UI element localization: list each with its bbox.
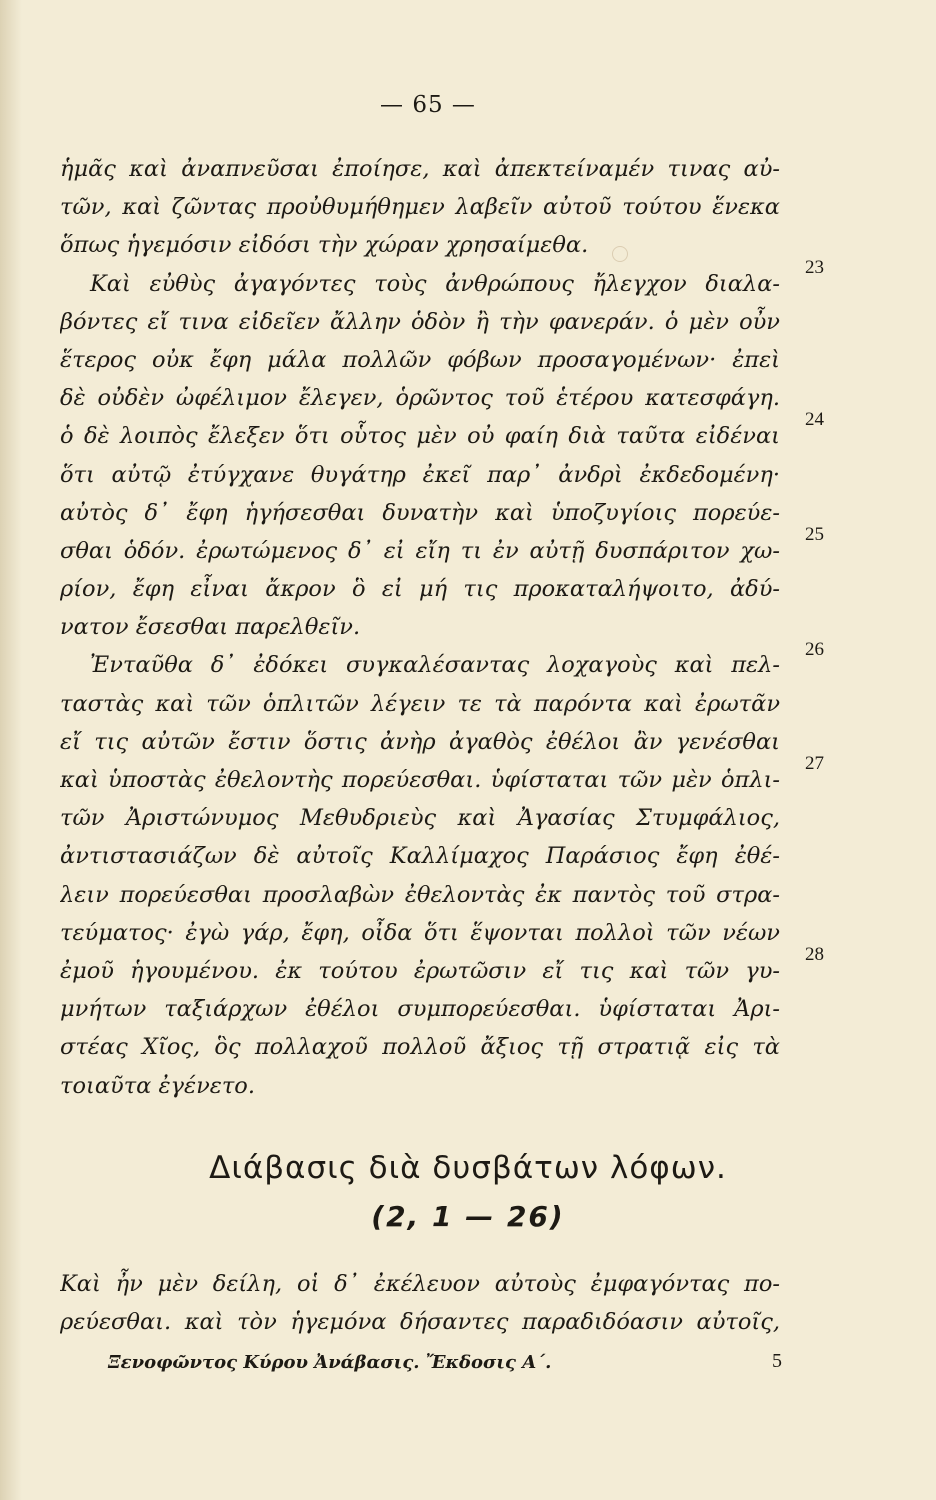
footer-title: Ξενοφῶντος Κύρου Ἀνάβασις. Ἔκδοσις Α΄. <box>108 1352 552 1373</box>
text-line: ὅτι αὐτῷ ἐτύγχανε θυγάτηρ ἐκεῖ παρ᾽ ἀνδρὶ ἐκδεδομένη· <box>60 461 780 488</box>
section-heading: Διάβασις διὰ δυσβάτων λόφων. <box>209 1150 727 1186</box>
section-number: 26 <box>805 638 824 660</box>
text-line: μνήτων ταξιάρχων ἐθέλοι συμπορεύεσθαι. ὑφίσταται Ἀρι- <box>60 996 780 1023</box>
text-line: βόντες εἴ τινα εἰδεῖεν ἄλλην ὁδὸν ἢ τὴν φανεράν. ὁ μὲν οὖν <box>60 308 780 335</box>
body-text <box>60 150 780 1105</box>
text-line: νατον ἔσεσθαι παρελθεῖν. <box>60 614 361 641</box>
text-line: τῶν, καὶ ζῶντας προὐθυμήθημεν λαβεῖν αὐτοῦ τούτου ἕνεκα <box>60 194 780 221</box>
text-line: ὅπως ἡγεμόσιν εἰδόσι τὴν χώραν χρησαίμεθα. <box>60 232 589 259</box>
text-line: τοιαῦτα ἐγένετο. <box>60 1072 255 1099</box>
text-line: ἀντιστασιάζων δὲ αὐτοῖς Καλλίμαχος Παράσιος ἔφη ἐθέ- <box>60 843 780 870</box>
text-line: ὁ δὲ λοιπὸς ἔλεξεν ὅτι οὗτος μὲν οὐ φαίη διὰ ταῦτα εἰδέναι <box>60 423 780 450</box>
page-edge <box>0 0 22 1500</box>
text-line: εἴ τις αὐτῶν ἔστιν ὅστις ἀνὴρ ἀγαθὸς ἐθέλοι ἂν γενέσθαι <box>60 728 780 755</box>
text-line: Καὶ εὐθὺς ἀγαγόντες τοὺς ἀνθρώπους ἤλεγχον διαλα- <box>90 270 780 297</box>
section-number: 25 <box>805 524 824 545</box>
text-line: ταστὰς καὶ τῶν ὁπλιτῶν λέγειν τε τὰ παρόντα καὶ ἐρωτᾶν <box>60 690 780 717</box>
section-number: 27 <box>805 753 824 775</box>
text-line: σθαι ὁδόν. ἐρωτώμενος δ᾽ εἰ εἴη τι ἐν αὐτῇ δυσπάριτον χω- <box>60 537 780 564</box>
text-line: ρεύεσθαι. καὶ τὸν ἡγεμόνα δήσαντες παραδιδόασιν αὐτοῖς, <box>60 1309 780 1336</box>
text-line: καὶ ὑποστὰς ἐθελοντὴς πορεύεσθαι. ὑφίσταται τῶν μὲν ὁπλι- <box>60 767 780 793</box>
text-line: τῶν Ἀριστώνυμος Μεθυδριεὺς καὶ Ἀγασίας Στυμφάλιος, <box>60 805 780 832</box>
text-line: ἐμοῦ ἡγουμένου. ἐκ τούτου ἐρωτῶσιν εἴ τις καὶ τῶν γυ- <box>60 957 780 984</box>
text-line: δὲ οὐδὲν ὠφέλιμον ἔλεγεν, ὁρῶντος τοῦ ἑτέρου κατεσφάγη. <box>60 385 780 412</box>
page-number: — 65 — <box>380 92 476 118</box>
text-line: στέας Χῖος, ὃς πολλαχοῦ πολλοῦ ἄξιος τῇ στρατιᾷ εἰς τὰ <box>60 1034 780 1061</box>
text-line: ἡμᾶς καὶ ἀναπνεῦσαι ἐποίησε, καὶ ἀπεκτείναμέν τινας αὐ- <box>60 156 780 182</box>
text-line: Ἐνταῦθα δ᾽ ἐδόκει συγκαλέσαντας λοχαγοὺς καὶ πελ- <box>90 652 780 679</box>
text-line: λειν πορεύεσθαι προσλαβὼν ἐθελοντὰς ἐκ παντὸς τοῦ στρα- <box>60 881 780 908</box>
text-line: ρίον, ἔφη εἶναι ἄκρον ὃ εἰ μή τις προκαταλήψοιτο, ἀδύ- <box>60 576 780 603</box>
section-number: 24 <box>805 409 824 431</box>
section-number: 23 <box>805 256 824 278</box>
section-number: 28 <box>805 944 824 966</box>
section-reference: (2, 1 — 26) <box>371 1200 565 1233</box>
signature-number: 5 <box>772 1350 782 1372</box>
text-line: αὐτὸς δ᾽ ἔφη ἡγήσεσθαι δυνατὴν καὶ ὑποζυγίοις πορεύε- <box>60 499 780 526</box>
text-line: τεύματος· ἐγὼ γάρ, ἔφη, οἶδα ὅτι ἕψονται πολλοὶ τῶν νέων <box>60 919 780 946</box>
body-text-continued <box>60 1265 780 1341</box>
text-line: Καὶ ἦν μὲν δείλη, οἱ δ᾽ ἐκέλευον αὐτοὺς ἐμφαγόντας πο- <box>60 1271 780 1297</box>
text-line: ἕτερος οὐκ ἔφη μάλα πολλῶν φόβων προσαγομένων· ἐπεὶ <box>60 346 780 373</box>
